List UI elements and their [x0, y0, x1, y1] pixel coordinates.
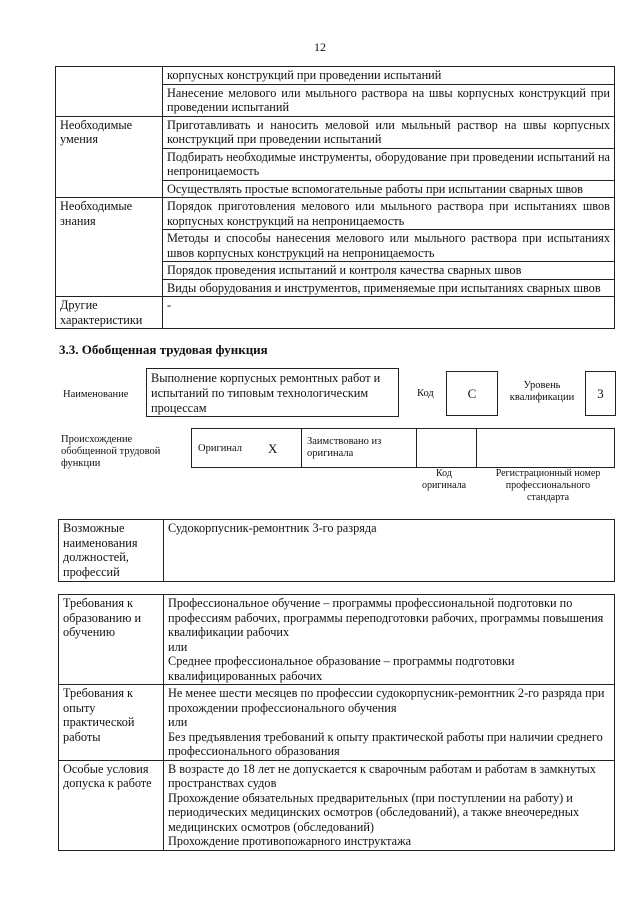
cell-text	[164, 685, 615, 761]
cell-text: корпусных конструкций при проведении испытаний	[163, 67, 615, 85]
cell-text: -	[163, 297, 615, 329]
positions-table	[58, 519, 615, 582]
row-label: Требования к образованию и обучению	[59, 595, 164, 685]
table-row	[56, 116, 615, 148]
table-row	[59, 595, 615, 685]
section-heading: 3.3. Обобщенная трудовая функция	[59, 342, 268, 357]
cell-text	[164, 595, 615, 685]
origin-label: Происхождение обобщенной трудовой функции	[61, 434, 161, 469]
cell-text: Осуществлять простые вспомогательные работы при испытании сварных швов	[163, 180, 615, 198]
cell-text: Методы и способы нанесения мелового или мыльного раствора при испытаниях швов корпусных конструкций на непроницаемость	[163, 230, 615, 262]
page-number: 12	[314, 40, 326, 54]
cell-text: Судокорпусник-ремонтник 3-го разряда	[164, 520, 615, 582]
req-line: Прохождение обязательных предварительных (при поступлении на работу) и периодических медицинских осмотров (обследований), а также внеочередных медицинских осмотров (обследований)	[168, 790, 580, 834]
req-line: или	[168, 715, 188, 729]
row-label: Необходимые умения	[56, 116, 163, 198]
top-table	[55, 66, 615, 329]
origin-row	[191, 428, 615, 468]
level-value-box	[585, 371, 616, 416]
row-label	[56, 67, 163, 117]
level-label: Уровень квалификации	[509, 380, 575, 403]
code-value-box	[446, 371, 498, 416]
req-line: Не менее шести месяцев по профессии судокорпусник-ремонтник 2-го разряда при прохождении профессионального обучения	[168, 686, 605, 715]
table-row	[56, 67, 615, 85]
cell-text: Виды оборудования и инструментов, применяемые при испытаниях сварных швов	[163, 279, 615, 297]
req-line: Прохождение противопожарного инструктажа	[168, 834, 412, 848]
table-row	[59, 685, 615, 761]
borrowed-label: Заимствовано из оригинала	[307, 436, 382, 459]
level-value: 3	[597, 385, 604, 401]
code-original-note: Код оригинала	[421, 468, 467, 491]
req-line: Без предъявления требований к опыту практической работы при наличии среднего профессионального образования	[168, 729, 603, 758]
row-label: Особые условия допуска к работе	[59, 760, 164, 850]
cell-text: Приготавливать и наносить меловой или мыльный раствор на швы корпусных конструкций при проведении испытаний	[163, 116, 615, 148]
table-row	[56, 297, 615, 329]
cell-text	[164, 760, 615, 850]
code-value: C	[467, 385, 477, 401]
req-line: или	[168, 639, 188, 654]
req-line: Среднее профессиональное образование – программы подготовки квалифицированных рабочих	[168, 654, 515, 683]
code-label: Код	[417, 388, 434, 399]
name-value-box	[146, 368, 399, 417]
name-label: Наименование	[63, 389, 129, 400]
name-value: Выполнение корпусных ремонтных работ и испытаний по типовым технологическим процессам	[151, 371, 381, 415]
cell-text: Подбирать необходимые инструменты, оборудование при проведении испытаний на непроницаемость	[163, 148, 615, 180]
cell-text: Нанесение мелового или мыльного раствора на швы корпусных конструкций при проведении испытаний	[163, 84, 615, 116]
cell-text: Порядок приготовления мелового или мыльного раствора при испытаниях швов корпусных конструкций на непроницаемость	[163, 198, 615, 230]
requirements-table	[58, 594, 615, 851]
row-label: Другие характеристики	[56, 297, 163, 329]
row-label: Необходимые знания	[56, 198, 163, 297]
req-line: В возрасте до 18 лет не допускается к сварочным работам и работам в замкнутых пространствах судов	[168, 761, 596, 790]
original-mark: X	[268, 441, 278, 456]
table-row	[56, 198, 615, 230]
cell-text: Порядок проведения испытаний и контроля качества сварных швов	[163, 262, 615, 280]
table-row	[59, 520, 615, 582]
original-label: Оригинал	[198, 443, 242, 454]
reg-number-note: Регистрационный номер профессионального стандарта	[495, 468, 601, 503]
row-label: Требования к опыту практической работы	[59, 685, 164, 761]
row-label: Возможные наименования должностей, профессий	[59, 520, 164, 582]
req-line: Профессиональное обучение – программы профессиональной подготовки по профессиям рабочих, программы переподготовки рабочих, программы повышения квалификации рабочих	[168, 596, 604, 639]
table-row	[59, 760, 615, 850]
